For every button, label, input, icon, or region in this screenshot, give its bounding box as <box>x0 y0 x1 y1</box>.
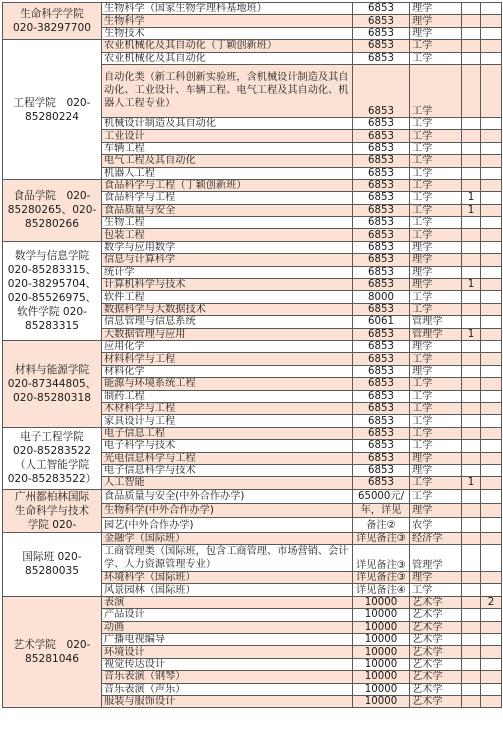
fee-cell: 6853 <box>353 117 410 129</box>
plan-cell <box>462 241 481 253</box>
plan-cell <box>462 291 481 303</box>
fee-cell: 6853 <box>353 390 410 402</box>
plan-cell <box>462 646 481 658</box>
major-cell: 农业机械化及其自动化（丁颖创新班） <box>102 40 353 52</box>
category-cell: 工学 <box>410 427 462 439</box>
major-cell: 大数据管理与应用 <box>102 328 353 340</box>
extra-cell <box>481 646 502 658</box>
plan-cell <box>462 179 481 191</box>
category-cell: 理学 <box>410 27 462 39</box>
major-cell: 食品质量与安全(中外合作办学) <box>102 489 353 503</box>
category-cell: 工学 <box>410 291 462 303</box>
fee-cell: 6853 <box>353 167 410 179</box>
category-cell: 艺术学 <box>410 621 462 633</box>
category-cell: 工学 <box>410 489 462 503</box>
fee-cell: 6853 <box>353 217 410 229</box>
plan-cell <box>462 683 481 695</box>
table-row <box>3 3 502 15</box>
category-cell: 艺术学 <box>410 695 462 707</box>
category-cell: 理学 <box>410 365 462 377</box>
extra-cell <box>481 254 502 266</box>
fee-cell: 6853 <box>353 464 410 476</box>
category-cell: 理学 <box>410 15 462 27</box>
fee-cell: 6853 <box>353 204 410 216</box>
major-cell: 机械设计制造及其自动化 <box>102 117 353 129</box>
category-cell: 工学 <box>410 204 462 216</box>
fee-cell: 年，详见 <box>353 504 410 518</box>
plan-cell <box>462 353 481 365</box>
extra-cell <box>481 241 502 253</box>
major-cell: 园艺(中外合作办学) <box>102 518 353 532</box>
extra-cell <box>481 340 502 352</box>
major-cell: 食品科学与工程 <box>102 192 353 204</box>
extra-cell <box>481 303 502 315</box>
major-cell: 人工智能 <box>102 477 353 489</box>
extra-cell <box>481 15 502 27</box>
category-cell: 艺术学 <box>410 634 462 646</box>
plan-cell <box>462 440 481 452</box>
fee-cell: 10000 <box>353 658 410 670</box>
fee-cell: 6853 <box>353 192 410 204</box>
plan-cell <box>462 266 481 278</box>
fee-cell: 6853 <box>353 353 410 365</box>
category-cell: 理学 <box>410 241 462 253</box>
plan-cell <box>462 40 481 52</box>
fee-cell: 10000 <box>353 596 410 608</box>
major-cell: 机器人工程 <box>102 167 353 179</box>
plan-cell: 1 <box>462 279 481 291</box>
category-cell: 工学 <box>410 179 462 191</box>
plan-cell <box>462 155 481 167</box>
category-cell: 理学 <box>410 3 462 15</box>
college-cell: 食品学院 020- 85280265、020- 85280266 <box>3 179 102 241</box>
plan-cell: 1 <box>462 204 481 216</box>
major-cell: 信息管理与信息系统 <box>102 316 353 328</box>
fee-cell: 10000 <box>353 683 410 695</box>
major-cell: 统计学 <box>102 266 353 278</box>
major-cell: 表演 <box>102 596 353 608</box>
plan-cell <box>462 64 481 117</box>
major-cell: 应用化学 <box>102 340 353 352</box>
fee-cell: 详见备注④ <box>353 584 410 596</box>
major-cell: 能源与环境系统工程 <box>102 378 353 390</box>
category-cell: 艺术学 <box>410 596 462 608</box>
plan-cell <box>462 52 481 64</box>
fee-cell: 6853 <box>353 254 410 266</box>
category-cell: 工学 <box>410 353 462 365</box>
fee-cell: 6853 <box>353 155 410 167</box>
extra-cell <box>481 52 502 64</box>
college-cell: 生命科学学院 020-38297700 <box>3 3 102 40</box>
plan-cell <box>462 572 481 584</box>
plan-cell <box>462 254 481 266</box>
major-cell: 生物技术 <box>102 27 353 39</box>
plan-cell <box>462 504 481 518</box>
extra-cell <box>481 229 502 241</box>
plan-cell <box>462 142 481 154</box>
category-cell: 管理学 <box>410 316 462 328</box>
category-cell: 管理学 <box>410 328 462 340</box>
fee-cell: 6853 <box>353 415 410 427</box>
fee-cell: 6853 <box>353 340 410 352</box>
plan-cell <box>462 3 481 15</box>
major-cell: 视觉传达设计 <box>102 658 353 670</box>
plan-cell <box>462 117 481 129</box>
plan-cell: 1 <box>462 192 481 204</box>
category-cell: 工学 <box>410 142 462 154</box>
fee-cell: 详见备注③ <box>353 532 410 544</box>
plan-cell <box>462 489 481 503</box>
fee-cell: 6853 <box>353 52 410 64</box>
category-cell: 工学 <box>410 390 462 402</box>
extra-cell <box>481 545 502 572</box>
extra-cell <box>481 130 502 142</box>
category-cell: 艺术学 <box>410 683 462 695</box>
plan-cell: 1 <box>462 477 481 489</box>
fee-cell: 6853 <box>353 3 410 15</box>
fee-cell: 10000 <box>353 646 410 658</box>
extra-cell <box>481 40 502 52</box>
extra-cell <box>481 204 502 216</box>
college-cell: 国际班 020- 85280035 <box>3 532 102 596</box>
fee-cell: 10000 <box>353 609 410 621</box>
category-cell: 工学 <box>410 117 462 129</box>
college-cell: 数学与信息学院 020-85283315、 020-38295704、 020-85526975、 软件学院 020- 85283315 <box>3 241 102 340</box>
fee-cell: 10000 <box>353 695 410 707</box>
fee-cell: 6853 <box>353 179 410 191</box>
major-cell: 电子信息科学与技术 <box>102 464 353 476</box>
category-cell: 工学 <box>410 52 462 64</box>
extra-cell <box>481 64 502 117</box>
extra-cell <box>481 584 502 596</box>
college-cell: 工程学院 020- 85280224 <box>3 40 102 180</box>
extra-cell <box>481 489 502 503</box>
table-row <box>3 427 502 439</box>
plan-cell <box>462 545 481 572</box>
category-cell: 工学 <box>410 155 462 167</box>
fee-cell: 65000元/ <box>353 489 410 503</box>
table-row <box>3 241 502 253</box>
fee-cell: 6853 <box>353 365 410 377</box>
extra-cell <box>481 167 502 179</box>
fee-cell: 6853 <box>353 64 410 117</box>
extra-cell <box>481 390 502 402</box>
major-cell: 金融学（国际班） <box>102 532 353 544</box>
fee-cell: 详见备注③ <box>353 545 410 572</box>
fee-cell: 6853 <box>353 303 410 315</box>
plan-cell <box>462 15 481 27</box>
plan-cell <box>462 464 481 476</box>
category-cell: 工学 <box>410 167 462 179</box>
category-cell: 工学 <box>410 229 462 241</box>
category-cell: 工学 <box>410 303 462 315</box>
extra-cell <box>481 27 502 39</box>
extra-cell <box>481 609 502 621</box>
fee-cell: 6853 <box>353 229 410 241</box>
extra-cell <box>481 695 502 707</box>
category-cell: 工学 <box>410 584 462 596</box>
plan-cell: 1 <box>462 328 481 340</box>
category-cell: 经济学 <box>410 532 462 544</box>
major-cell: 生物科学 <box>102 15 353 27</box>
major-cell: 材料科学与工程 <box>102 353 353 365</box>
fee-cell: 6853 <box>353 440 410 452</box>
category-cell: 工学 <box>410 477 462 489</box>
major-cell: 数据科学与大数据技术 <box>102 303 353 315</box>
plan-cell <box>462 621 481 633</box>
extra-cell <box>481 402 502 414</box>
major-cell: 软件工程 <box>102 291 353 303</box>
extra-cell <box>481 155 502 167</box>
major-cell: 电子信息工程 <box>102 427 353 439</box>
category-cell: 工学 <box>410 378 462 390</box>
major-cell: 环境科学（国际班） <box>102 572 353 584</box>
fee-cell: 6853 <box>353 427 410 439</box>
extra-cell <box>481 378 502 390</box>
category-cell: 艺术学 <box>410 671 462 683</box>
extra-cell <box>481 365 502 377</box>
plan-cell <box>462 316 481 328</box>
extra-cell <box>481 279 502 291</box>
plan-cell <box>462 229 481 241</box>
fee-cell: 6853 <box>353 130 410 142</box>
major-cell: 电子科学与技术 <box>102 440 353 452</box>
major-cell: 动画 <box>102 621 353 633</box>
extra-cell <box>481 217 502 229</box>
category-cell: 艺术学 <box>410 609 462 621</box>
extra-cell <box>481 572 502 584</box>
major-cell: 光电信息科学与工程 <box>102 452 353 464</box>
category-cell: 理学 <box>410 254 462 266</box>
category-cell: 理学 <box>410 340 462 352</box>
category-cell: 艺术学 <box>410 646 462 658</box>
major-cell: 工商管理类（国际班，包含工商管理、市场营销、会计学、人力资源管理专业） <box>102 545 353 572</box>
plan-cell <box>462 167 481 179</box>
college-cell: 艺术学院 020- 85281046 <box>3 596 102 708</box>
plan-cell <box>462 130 481 142</box>
plan-cell <box>462 390 481 402</box>
major-cell: 生物科学（国家生物学理科基地班） <box>102 3 353 15</box>
table-row <box>3 596 502 608</box>
category-cell: 工学 <box>410 415 462 427</box>
plan-cell <box>462 634 481 646</box>
table-row <box>3 532 502 544</box>
major-cell: 风景园林（国际班） <box>102 584 353 596</box>
fee-cell: 10000 <box>353 621 410 633</box>
fee-cell: 6853 <box>353 452 410 464</box>
extra-cell <box>481 291 502 303</box>
category-cell: 理学 <box>410 266 462 278</box>
table-body <box>3 3 502 708</box>
category-cell: 工学 <box>410 217 462 229</box>
major-cell: 音乐表演（声乐） <box>102 683 353 695</box>
college-cell: 电子工程学院 020-85283522 （人工智能学院 020-85283522） <box>3 427 102 489</box>
category-cell: 管理学 <box>410 545 462 572</box>
major-cell: 数学与应用数学 <box>102 241 353 253</box>
fee-cell: 6853 <box>353 378 410 390</box>
fee-cell: 6853 <box>353 241 410 253</box>
category-cell: 理学 <box>410 504 462 518</box>
plan-cell <box>462 303 481 315</box>
major-cell: 环境设计 <box>102 646 353 658</box>
fee-cell: 6853 <box>353 279 410 291</box>
table-row <box>3 489 502 503</box>
college-cell: 材料与能源学院 020-87344805、 020-85280318 <box>3 340 102 427</box>
major-cell: 产品设计 <box>102 609 353 621</box>
major-cell: 材料化学 <box>102 365 353 377</box>
category-cell: 工学 <box>410 64 462 117</box>
major-cell: 农业机械化及其自动化 <box>102 52 353 64</box>
category-cell: 理学 <box>410 572 462 584</box>
fee-cell: 6853 <box>353 40 410 52</box>
extra-cell <box>481 658 502 670</box>
fee-cell: 6853 <box>353 266 410 278</box>
fee-cell: 6061 <box>353 316 410 328</box>
extra-cell <box>481 464 502 476</box>
extra-cell <box>481 683 502 695</box>
extra-cell <box>481 192 502 204</box>
fee-cell: 6853 <box>353 142 410 154</box>
category-cell: 理学 <box>410 279 462 291</box>
plan-cell <box>462 452 481 464</box>
extra-cell <box>481 504 502 518</box>
extra-cell <box>481 671 502 683</box>
college-cell: 广州都柏林国际 生命科学与技术 学院 020- <box>3 489 102 532</box>
major-cell: 工业设计 <box>102 130 353 142</box>
fee-cell: 详见备注③ <box>353 572 410 584</box>
major-cell: 电气工程及其自动化 <box>102 155 353 167</box>
major-cell: 音乐表演（钢琴） <box>102 671 353 683</box>
extra-cell <box>481 518 502 532</box>
extra-cell <box>481 440 502 452</box>
major-cell: 食品质量与安全 <box>102 204 353 216</box>
table-row <box>3 179 502 191</box>
extra-cell <box>481 117 502 129</box>
major-cell: 包装工程 <box>102 229 353 241</box>
major-cell: 广播电视编导 <box>102 634 353 646</box>
fee-cell: 6853 <box>353 328 410 340</box>
category-cell: 工学 <box>410 40 462 52</box>
fee-cell: 6853 <box>353 15 410 27</box>
plan-cell <box>462 378 481 390</box>
plan-cell <box>462 415 481 427</box>
fee-cell: 备注② <box>353 518 410 532</box>
extra-cell <box>481 353 502 365</box>
extra-cell <box>481 634 502 646</box>
fee-cell: 6853 <box>353 27 410 39</box>
extra-cell: 2 <box>481 596 502 608</box>
plan-cell <box>462 402 481 414</box>
extra-cell <box>481 179 502 191</box>
major-cell: 信息与计算科学 <box>102 254 353 266</box>
table-row <box>3 40 502 52</box>
category-cell: 工学 <box>410 402 462 414</box>
major-cell: 家具设计与工程 <box>102 415 353 427</box>
major-cell: 食品科学与工程（丁颖创新班） <box>102 179 353 191</box>
extra-cell <box>481 328 502 340</box>
category-cell: 工学 <box>410 192 462 204</box>
fee-cell: 6853 <box>353 477 410 489</box>
plan-cell <box>462 609 481 621</box>
extra-cell <box>481 427 502 439</box>
fee-cell: 10000 <box>353 671 410 683</box>
major-cell: 车辆工程 <box>102 142 353 154</box>
plan-cell <box>462 671 481 683</box>
major-cell: 木材科学与工程 <box>102 402 353 414</box>
table-row <box>3 340 502 352</box>
major-cell: 生物工程 <box>102 217 353 229</box>
category-cell: 农学 <box>410 518 462 532</box>
extra-cell <box>481 3 502 15</box>
plan-cell <box>462 532 481 544</box>
fee-cell: 10000 <box>353 634 410 646</box>
category-cell: 理学 <box>410 452 462 464</box>
extra-cell <box>481 452 502 464</box>
fee-cell: 8000 <box>353 291 410 303</box>
major-cell: 自动化类（新工科创新实验班，含机械设计制造及其自动化、工业设计、车辆工程、电气工程及其自动化、机器人工程专业） <box>102 64 353 117</box>
major-cell: 计算机科学与技术 <box>102 279 353 291</box>
plan-cell <box>462 584 481 596</box>
plan-cell <box>462 365 481 377</box>
extra-cell <box>481 415 502 427</box>
category-cell: 工学 <box>410 440 462 452</box>
extra-cell <box>481 532 502 544</box>
category-cell: 工学 <box>410 130 462 142</box>
major-cell: 生物科学(中外合作办学) <box>102 504 353 518</box>
plan-cell <box>462 427 481 439</box>
plan-cell <box>462 518 481 532</box>
extra-cell <box>481 621 502 633</box>
plan-cell <box>462 217 481 229</box>
extra-cell <box>481 142 502 154</box>
fee-cell: 6853 <box>353 402 410 414</box>
extra-cell <box>481 477 502 489</box>
plan-cell <box>462 695 481 707</box>
plan-cell <box>462 596 481 608</box>
extra-cell <box>481 316 502 328</box>
major-cell: 制药工程 <box>102 390 353 402</box>
category-cell: 理学 <box>410 464 462 476</box>
extra-cell <box>481 266 502 278</box>
category-cell: 艺术学 <box>410 658 462 670</box>
plan-cell <box>462 340 481 352</box>
plan-cell <box>462 27 481 39</box>
plan-cell <box>462 658 481 670</box>
major-cell: 服装与服饰设计 <box>102 695 353 707</box>
admissions-table <box>2 2 502 708</box>
